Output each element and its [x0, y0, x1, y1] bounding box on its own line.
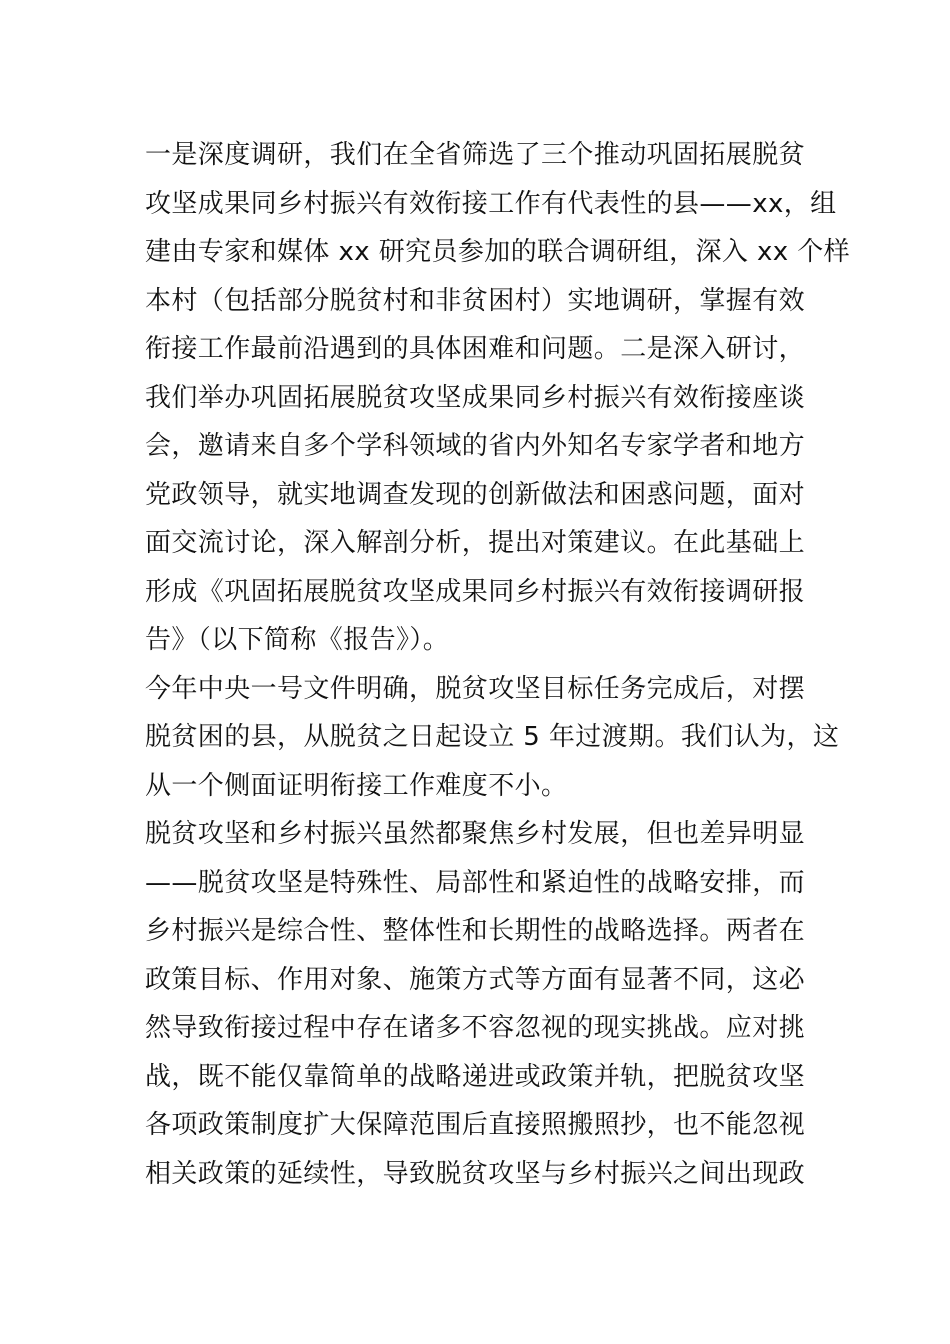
text-line: 攻坚成果同乡村振兴有效衔接工作有代表性的县——xx，组 [145, 188, 837, 219]
text-line: 建由专家和媒体 xx 研究员参加的联合调研组，深入 xx 个样 [145, 237, 851, 267]
text-line: 相关政策的延续性，导致脱贫攻坚与乡村振兴之间出现政 [145, 1158, 806, 1189]
text-line: 形成《巩固拓展脱贫攻坚成果同乡村振兴有效衔接调研报 [145, 576, 806, 607]
text-line: ——脱贫攻坚是特殊性、局部性和紧迫性的战略安排，而 [145, 867, 806, 898]
text-line: 然导致衔接过程中存在诸多不容忽视的现实挑战。应对挑 [145, 1013, 806, 1043]
text-line: 战，既不能仅靠简单的战略递进或政策并轨，把脱贫攻坚 [145, 1061, 806, 1092]
text-line: 衔接工作最前沿遇到的具体困难和问题。二是深入研讨， [145, 334, 806, 364]
text-line: 本村（包括部分脱贫村和非贫困村）实地调研，掌握有效 [145, 285, 806, 316]
text-line: 一是深度调研，我们在全省筛选了三个推动巩固拓展脱贫 [145, 140, 806, 170]
text-line: 政策目标、作用对象、施策方式等方面有显著不同，这必 [145, 964, 806, 995]
text-line: 我们举办巩固拓展脱贫攻坚成果同乡村振兴有效衔接座谈 [145, 382, 806, 413]
text-line: 会，邀请来自多个学科领域的省内外知名专家学者和地方 [145, 431, 806, 461]
text-line: 告》（以下简称《报告》）。 [145, 625, 450, 655]
text-line: 脱贫攻坚和乡村振兴虽然都聚焦乡村发展，但也差异明显 [145, 819, 806, 849]
text-line: 党政领导，就实地调查发现的创新做法和困惑问题，面对 [145, 479, 806, 510]
text-line: 乡村振兴是综合性、整体性和长期性的战略选择。两者在 [145, 916, 806, 946]
text-line: 脱贫困的县，从脱贫之日起设立 5 年过渡期。我们认为，这 [145, 722, 840, 752]
text-line: 各项政策制度扩大保障范围后直接照搬照抄，也不能忽视 [145, 1110, 806, 1140]
text-line: 从一个侧面证明衔接工作难度不小。 [145, 770, 568, 801]
document-body [145, 131, 851, 1198]
text-line: 面交流讨论，深入解剖分析，提出对策建议。在此基础上 [145, 528, 806, 558]
text-line: 今年中央一号文件明确，脱贫攻坚目标任务完成后，对摆 [145, 673, 806, 704]
